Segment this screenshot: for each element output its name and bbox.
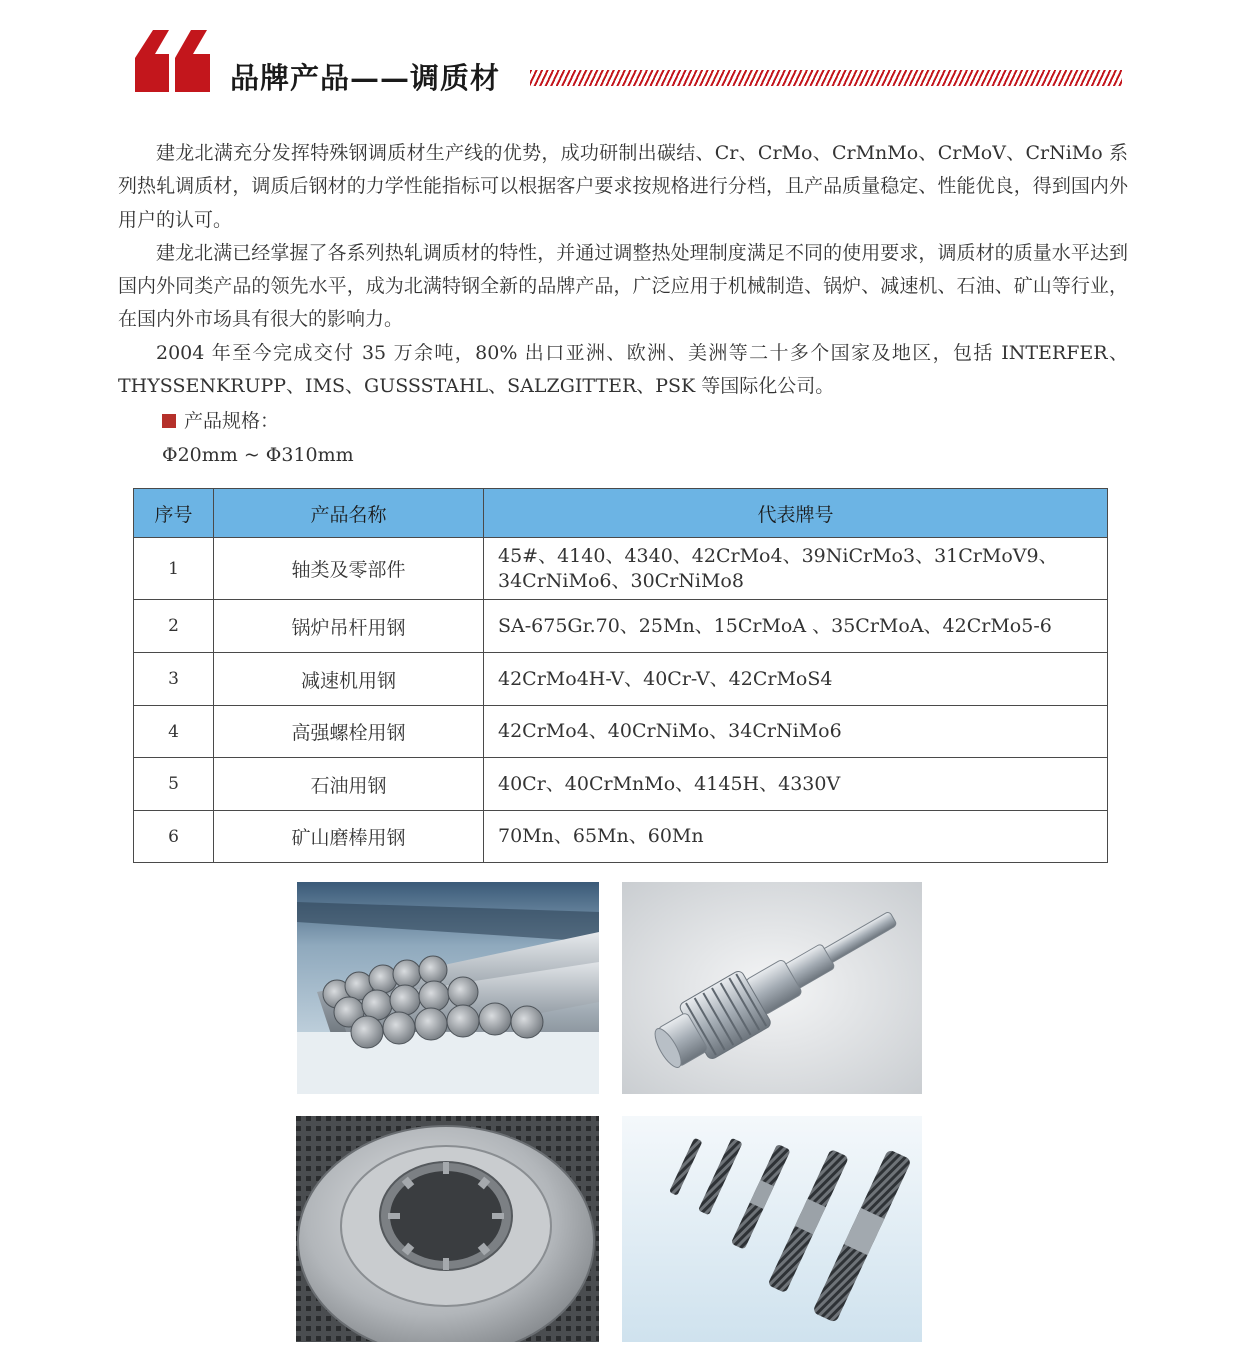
- row-grades: 42CrMo4H-V、40Cr-V、42CrMoS4: [484, 653, 1108, 706]
- table-header-row: [134, 489, 1108, 538]
- square-bullet-icon: [162, 414, 176, 428]
- row-product-name: 轴类及零部件: [214, 538, 484, 600]
- row-product-name: 高强螺栓用钢: [214, 706, 484, 758]
- steel-bars-photo: [297, 882, 599, 1094]
- table-row: [134, 758, 1108, 811]
- paragraph: 建龙北满充分发挥特殊钢调质材生产线的优势，成功研制出碳结、Cr、CrMo、CrMnMo、CrMoV、CrNiMo 系列热轧调质材，调质后钢材的力学性能指标可以根据客户要求按规格进行分档，且产品质量稳定、性能优良，得到国内外用户的认可。: [118, 142, 1128, 231]
- header-hatch-decoration: [530, 70, 1122, 86]
- spec-value: Φ20mm ~ Φ310mm: [162, 444, 354, 466]
- stud-bolts-photo: [622, 1116, 922, 1342]
- spec-label-text: 产品规格：: [184, 410, 280, 432]
- grades-line: 45#、4140、4340、42CrMo4、39NiCrMo3、31CrMoV9、: [498, 544, 1058, 567]
- row-product-name: 石油用钢: [214, 758, 484, 811]
- product-table: [133, 488, 1108, 863]
- row-index: 5: [134, 758, 214, 811]
- row-grades: [484, 538, 1108, 600]
- grades-line: 34CrNiMo6、30CrNiMo8: [498, 569, 744, 592]
- table-row: [134, 811, 1108, 863]
- gear-shaft-photo: [622, 882, 922, 1094]
- spec-label: [162, 406, 279, 436]
- page-title: 品牌产品——调质材: [230, 61, 501, 95]
- table-row: [134, 653, 1108, 706]
- column-header-name: 产品名称: [214, 489, 484, 538]
- row-grades: 42CrMo4、40CrNiMo、34CrNiMo6: [484, 706, 1108, 758]
- paragraph: 2004 年至今完成交付 35 万余吨，80% 出口亚洲、欧洲、美洲等二十多个国家及地区，包括 INTERFER、THYSSENKRUPP、IMS、GUSSSTAHL、SALZGITTER、PSK 等国际化公司。: [118, 341, 1128, 398]
- column-header-grades: 代表牌号: [484, 489, 1108, 538]
- row-grades: 40Cr、40CrMnMo、4145H、4330V: [484, 758, 1108, 811]
- paragraph: 建龙北满已经掌握了各系列热轧调质材的特性，并通过调整热处理制度满足不同的使用要求，调质材的质量水平达到国内外同类产品的领先水平，成为北满特钢全新的品牌产品，广泛应用于机械制造、锅炉、减速机、石油、矿山等行业，在国内外市场具有很大的影响力。: [118, 241, 1128, 331]
- column-header-index: 序号: [134, 489, 214, 538]
- table-row: [134, 706, 1108, 758]
- row-product-name: 减速机用钢: [214, 653, 484, 706]
- row-index: 2: [134, 600, 214, 653]
- row-index: 4: [134, 706, 214, 758]
- row-index: 6: [134, 811, 214, 863]
- row-index: 3: [134, 653, 214, 706]
- splined-ring-photo: [296, 1116, 599, 1342]
- row-index: 1: [134, 538, 214, 600]
- row-product-name: 锅炉吊杆用钢: [214, 600, 484, 653]
- table-row: [134, 538, 1108, 600]
- intro-text: [118, 137, 1128, 403]
- row-grades: SA-675Gr.70、25Mn、15CrMoA 、35CrMoA、42CrMo5-6: [484, 600, 1108, 653]
- table-row: [134, 600, 1108, 653]
- section-header: [135, 30, 1125, 94]
- row-product-name: 矿山磨棒用钢: [214, 811, 484, 863]
- row-grades: 70Mn、65Mn、60Mn: [484, 811, 1108, 863]
- quote-mark-icon: [135, 30, 215, 92]
